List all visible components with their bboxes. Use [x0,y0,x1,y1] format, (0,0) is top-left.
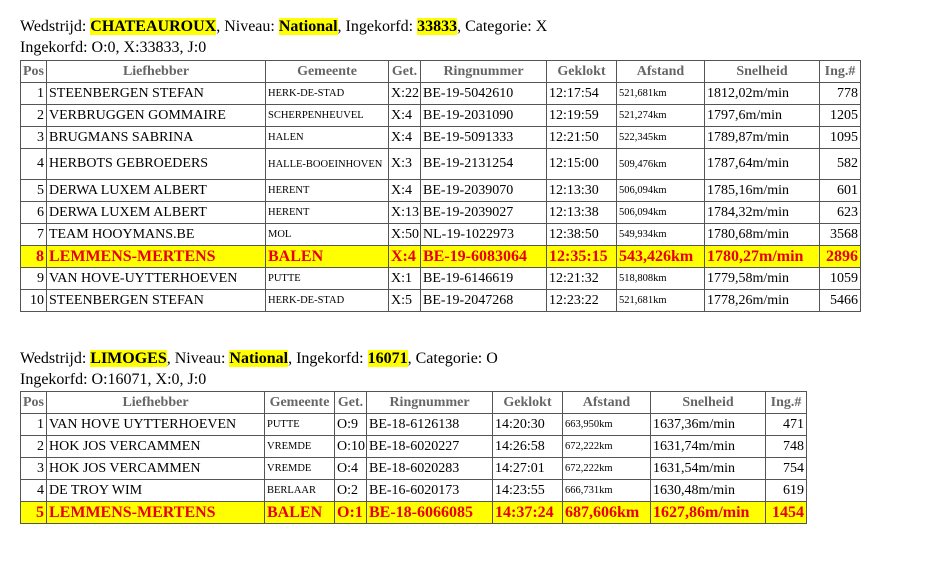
column-header-gemeente: Gemeente [266,61,389,83]
pos-cell: 9 [21,268,47,290]
race-1-ingekorfd-line: Ingekorfd: O:0, X:33833, J:0 [20,39,207,56]
ing-cell: 601 [820,180,861,202]
get-cell: O:1 [335,502,367,524]
wedstrijd-label: Wedstrijd: [20,18,91,35]
afstand-cell: 687,606km [563,502,651,524]
snelheid-cell: 1780,27m/min [705,246,820,268]
get-cell: X:4 [389,105,421,127]
table-row-highlighted [21,246,861,268]
geklokt-cell: 12:19:59 [547,105,617,127]
pos-cell: 4 [21,480,47,502]
column-header-geklokt: Geklokt [493,392,563,414]
geklokt-cell: 12:13:30 [547,180,617,202]
afstand-cell: 518,808km [617,268,705,290]
ringnummer-cell: BE-19-2031090 [421,105,547,127]
snelheid-cell: 1787,64m/min [705,149,820,180]
ringnummer-cell: BE-19-5091333 [421,127,547,149]
geklokt-cell: 14:20:30 [493,414,563,436]
afstand-cell: 521,681km [617,290,705,312]
table-row [21,458,807,480]
categorie-label: , Categorie: X [457,18,548,35]
gemeente-cell: BALEN [266,246,389,268]
column-header-gemeente: Gemeente [265,392,335,414]
liefhebber-cell: STEENBERGEN STEFAN [47,83,266,105]
column-header-ing: Ing.# [766,392,807,414]
column-header-snelheid: Snelheid [705,61,820,83]
liefhebber-cell: LEMMENS-MERTENS [47,502,265,524]
liefhebber-cell: VAN HOVE-UYTTERHOEVEN [47,268,266,290]
table-row [21,268,861,290]
ing-cell: 1454 [766,502,807,524]
snelheid-cell: 1631,74m/min [651,436,766,458]
table-row [21,480,807,502]
ringnummer-cell: BE-19-2039027 [421,202,547,224]
snelheid-cell: 1631,54m/min [651,458,766,480]
gemeente-cell: PUTTE [265,414,335,436]
column-header-liefhebber: Liefhebber [47,392,265,414]
afstand-cell: 521,681km [617,83,705,105]
liefhebber-cell: DE TROY WIM [47,480,265,502]
get-cell: X:1 [389,268,421,290]
afstand-cell: 543,426km [617,246,705,268]
ringnummer-cell: BE-19-5042610 [421,83,547,105]
pos-cell: 3 [21,458,47,480]
niveau-label: , Niveau: [216,18,279,35]
gemeente-cell: HERENT [266,202,389,224]
table-row-highlighted [21,502,807,524]
liefhebber-cell: VERBRUGGEN GOMMAIRE [47,105,266,127]
column-header-get: Get. [389,61,421,83]
gemeente-cell: HALEN [266,127,389,149]
table-row [21,180,861,202]
afstand-cell: 672,222km [563,458,651,480]
race-2-ingekorfd-line: Ingekorfd: O:16071, X:0, J:0 [20,371,207,388]
ringnummer-cell: BE-18-6020283 [367,458,493,480]
liefhebber-cell: BRUGMANS SABRINA [47,127,266,149]
column-header-geklokt: Geklokt [547,61,617,83]
wedstrijd-label: Wedstrijd: [20,350,91,367]
table-row [21,127,861,149]
pos-cell: 5 [21,502,47,524]
snelheid-cell: 1630,48m/min [651,480,766,502]
afstand-cell: 522,345km [617,127,705,149]
ing-cell: 1095 [820,127,861,149]
ingekorfd-label: , Ingekorfd: [337,18,418,35]
column-header-ring: Ringnummer [367,392,493,414]
column-header-snelheid: Snelheid [651,392,766,414]
gemeente-cell: HALLE-BOOEINHOVEN [266,149,389,180]
ing-cell: 3568 [820,224,861,246]
geklokt-cell: 12:17:54 [547,83,617,105]
geklokt-cell: 12:15:00 [547,149,617,180]
snelheid-cell: 1784,32m/min [705,202,820,224]
snelheid-cell: 1812,02m/min [705,83,820,105]
table-row [21,224,861,246]
ing-cell: 748 [766,436,807,458]
ing-cell: 1205 [820,105,861,127]
afstand-cell: 509,476km [617,149,705,180]
geklokt-cell: 12:23:22 [547,290,617,312]
gemeente-cell: BERLAAR [265,480,335,502]
niveau-label: , Niveau: [166,350,230,367]
geklokt-cell: 14:37:24 [493,502,563,524]
get-cell: X:50 [389,224,421,246]
gemeente-cell: HERK-DE-STAD [266,83,389,105]
ing-cell: 5466 [820,290,861,312]
gemeente-cell: VREMDE [265,436,335,458]
table-row [21,149,861,180]
liefhebber-cell: DERWA LUXEM ALBERT [47,180,266,202]
liefhebber-cell: STEENBERGEN STEFAN [47,290,266,312]
pos-cell: 1 [21,414,47,436]
geklokt-cell: 14:23:55 [493,480,563,502]
get-cell: O:10 [335,436,367,458]
table-row [21,436,807,458]
snelheid-cell: 1778,26m/min [705,290,820,312]
ringnummer-cell: BE-18-6020227 [367,436,493,458]
geklokt-cell: 12:38:50 [547,224,617,246]
gemeente-cell: SCHERPENHEUVEL [266,105,389,127]
snelheid-cell: 1780,68m/min [705,224,820,246]
ing-cell: 2896 [820,246,861,268]
ing-cell: 582 [820,149,861,180]
get-cell: X:4 [389,180,421,202]
ringnummer-cell: BE-19-6083064 [421,246,547,268]
column-header-pos: Pos [21,392,47,414]
geklokt-cell: 12:35:15 [547,246,617,268]
get-cell: O:9 [335,414,367,436]
gemeente-cell: VREMDE [265,458,335,480]
liefhebber-cell: DERWA LUXEM ALBERT [47,202,266,224]
ingekorfd-label: , Ingekorfd: [288,350,368,367]
get-cell: X:3 [389,149,421,180]
gemeente-cell: MOL [266,224,389,246]
ringnummer-cell: NL-19-1022973 [421,224,547,246]
ringnummer-cell: BE-19-2047268 [421,290,547,312]
geklokt-cell: 14:27:01 [493,458,563,480]
gemeente-cell: HERK-DE-STAD [266,290,389,312]
gemeente-cell: HERENT [266,180,389,202]
afstand-cell: 672,222km [563,436,651,458]
race-1-header [20,17,547,37]
ing-cell: 778 [820,83,861,105]
pos-cell: 4 [21,149,47,180]
snelheid-cell: 1785,16m/min [705,180,820,202]
ing-cell: 471 [766,414,807,436]
pos-cell: 7 [21,224,47,246]
column-header-afstand: Afstand [617,61,705,83]
liefhebber-cell: HERBOTS GEBROEDERS [47,149,266,180]
ringnummer-cell: BE-19-6146619 [421,268,547,290]
column-header-ing: Ing.# [820,61,861,83]
snelheid-cell: 1637,36m/min [651,414,766,436]
ringnummer-cell: BE-18-6126138 [367,414,493,436]
get-cell: X:4 [389,246,421,268]
snelheid-cell: 1779,58m/min [705,268,820,290]
afstand-cell: 666,731km [563,480,651,502]
ingekorfd-value: 33833 [417,18,458,35]
pos-cell: 2 [21,105,47,127]
race-2-header [20,349,498,369]
ing-cell: 623 [820,202,861,224]
get-cell: O:4 [335,458,367,480]
table-row [21,414,807,436]
get-cell: X:22 [389,83,421,105]
ringnummer-cell: BE-19-2039070 [421,180,547,202]
snelheid-cell: 1797,6m/min [705,105,820,127]
get-cell: O:2 [335,480,367,502]
gemeente-cell: PUTTE [266,268,389,290]
snelheid-cell: 1789,87m/min [705,127,820,149]
ringnummer-cell: BE-16-6020173 [367,480,493,502]
pos-cell: 10 [21,290,47,312]
snelheid-cell: 1627,86m/min [651,502,766,524]
afstand-cell: 506,094km [617,180,705,202]
table-row [21,83,861,105]
get-cell: X:4 [389,127,421,149]
ing-cell: 754 [766,458,807,480]
niveau-value: National [278,18,338,35]
ing-cell: 619 [766,480,807,502]
categorie-label: , Categorie: O [407,350,498,367]
get-cell: X:5 [389,290,421,312]
column-header-get: Get. [335,392,367,414]
ringnummer-cell: BE-18-6066085 [367,502,493,524]
table-row [21,290,861,312]
ingekorfd-value: 16071 [367,350,408,367]
pos-cell: 5 [21,180,47,202]
niveau-value: National [229,350,289,367]
afstand-cell: 549,934km [617,224,705,246]
liefhebber-cell: LEMMENS-MERTENS [47,246,266,268]
afstand-cell: 521,274km [617,105,705,127]
pos-cell: 3 [21,127,47,149]
wedstrijd-name: CHATEAUROUX [90,18,217,35]
pos-cell: 2 [21,436,47,458]
liefhebber-cell: VAN HOVE UYTTERHOEVEN [47,414,265,436]
table-row [21,202,861,224]
column-header-pos: Pos [21,61,47,83]
geklokt-cell: 14:26:58 [493,436,563,458]
afstand-cell: 663,950km [563,414,651,436]
geklokt-cell: 12:13:38 [547,202,617,224]
table-header-row [21,61,861,83]
afstand-cell: 506,094km [617,202,705,224]
liefhebber-cell: TEAM HOOYMANS.BE [47,224,266,246]
column-header-ring: Ringnummer [421,61,547,83]
pos-cell: 6 [21,202,47,224]
column-header-liefhebber: Liefhebber [47,61,266,83]
table-row [21,105,861,127]
race-1-results-table [20,60,861,312]
pos-cell: 8 [21,246,47,268]
geklokt-cell: 12:21:32 [547,268,617,290]
liefhebber-cell: HOK JOS VERCAMMEN [47,458,265,480]
table-header-row [21,392,807,414]
geklokt-cell: 12:21:50 [547,127,617,149]
wedstrijd-name: LIMOGES [90,350,167,367]
race-2-results-table [20,391,807,524]
gemeente-cell: BALEN [265,502,335,524]
get-cell: X:13 [389,202,421,224]
pos-cell: 1 [21,83,47,105]
liefhebber-cell: HOK JOS VERCAMMEN [47,436,265,458]
column-header-afstand: Afstand [563,392,651,414]
ringnummer-cell: BE-19-2131254 [421,149,547,180]
ing-cell: 1059 [820,268,861,290]
